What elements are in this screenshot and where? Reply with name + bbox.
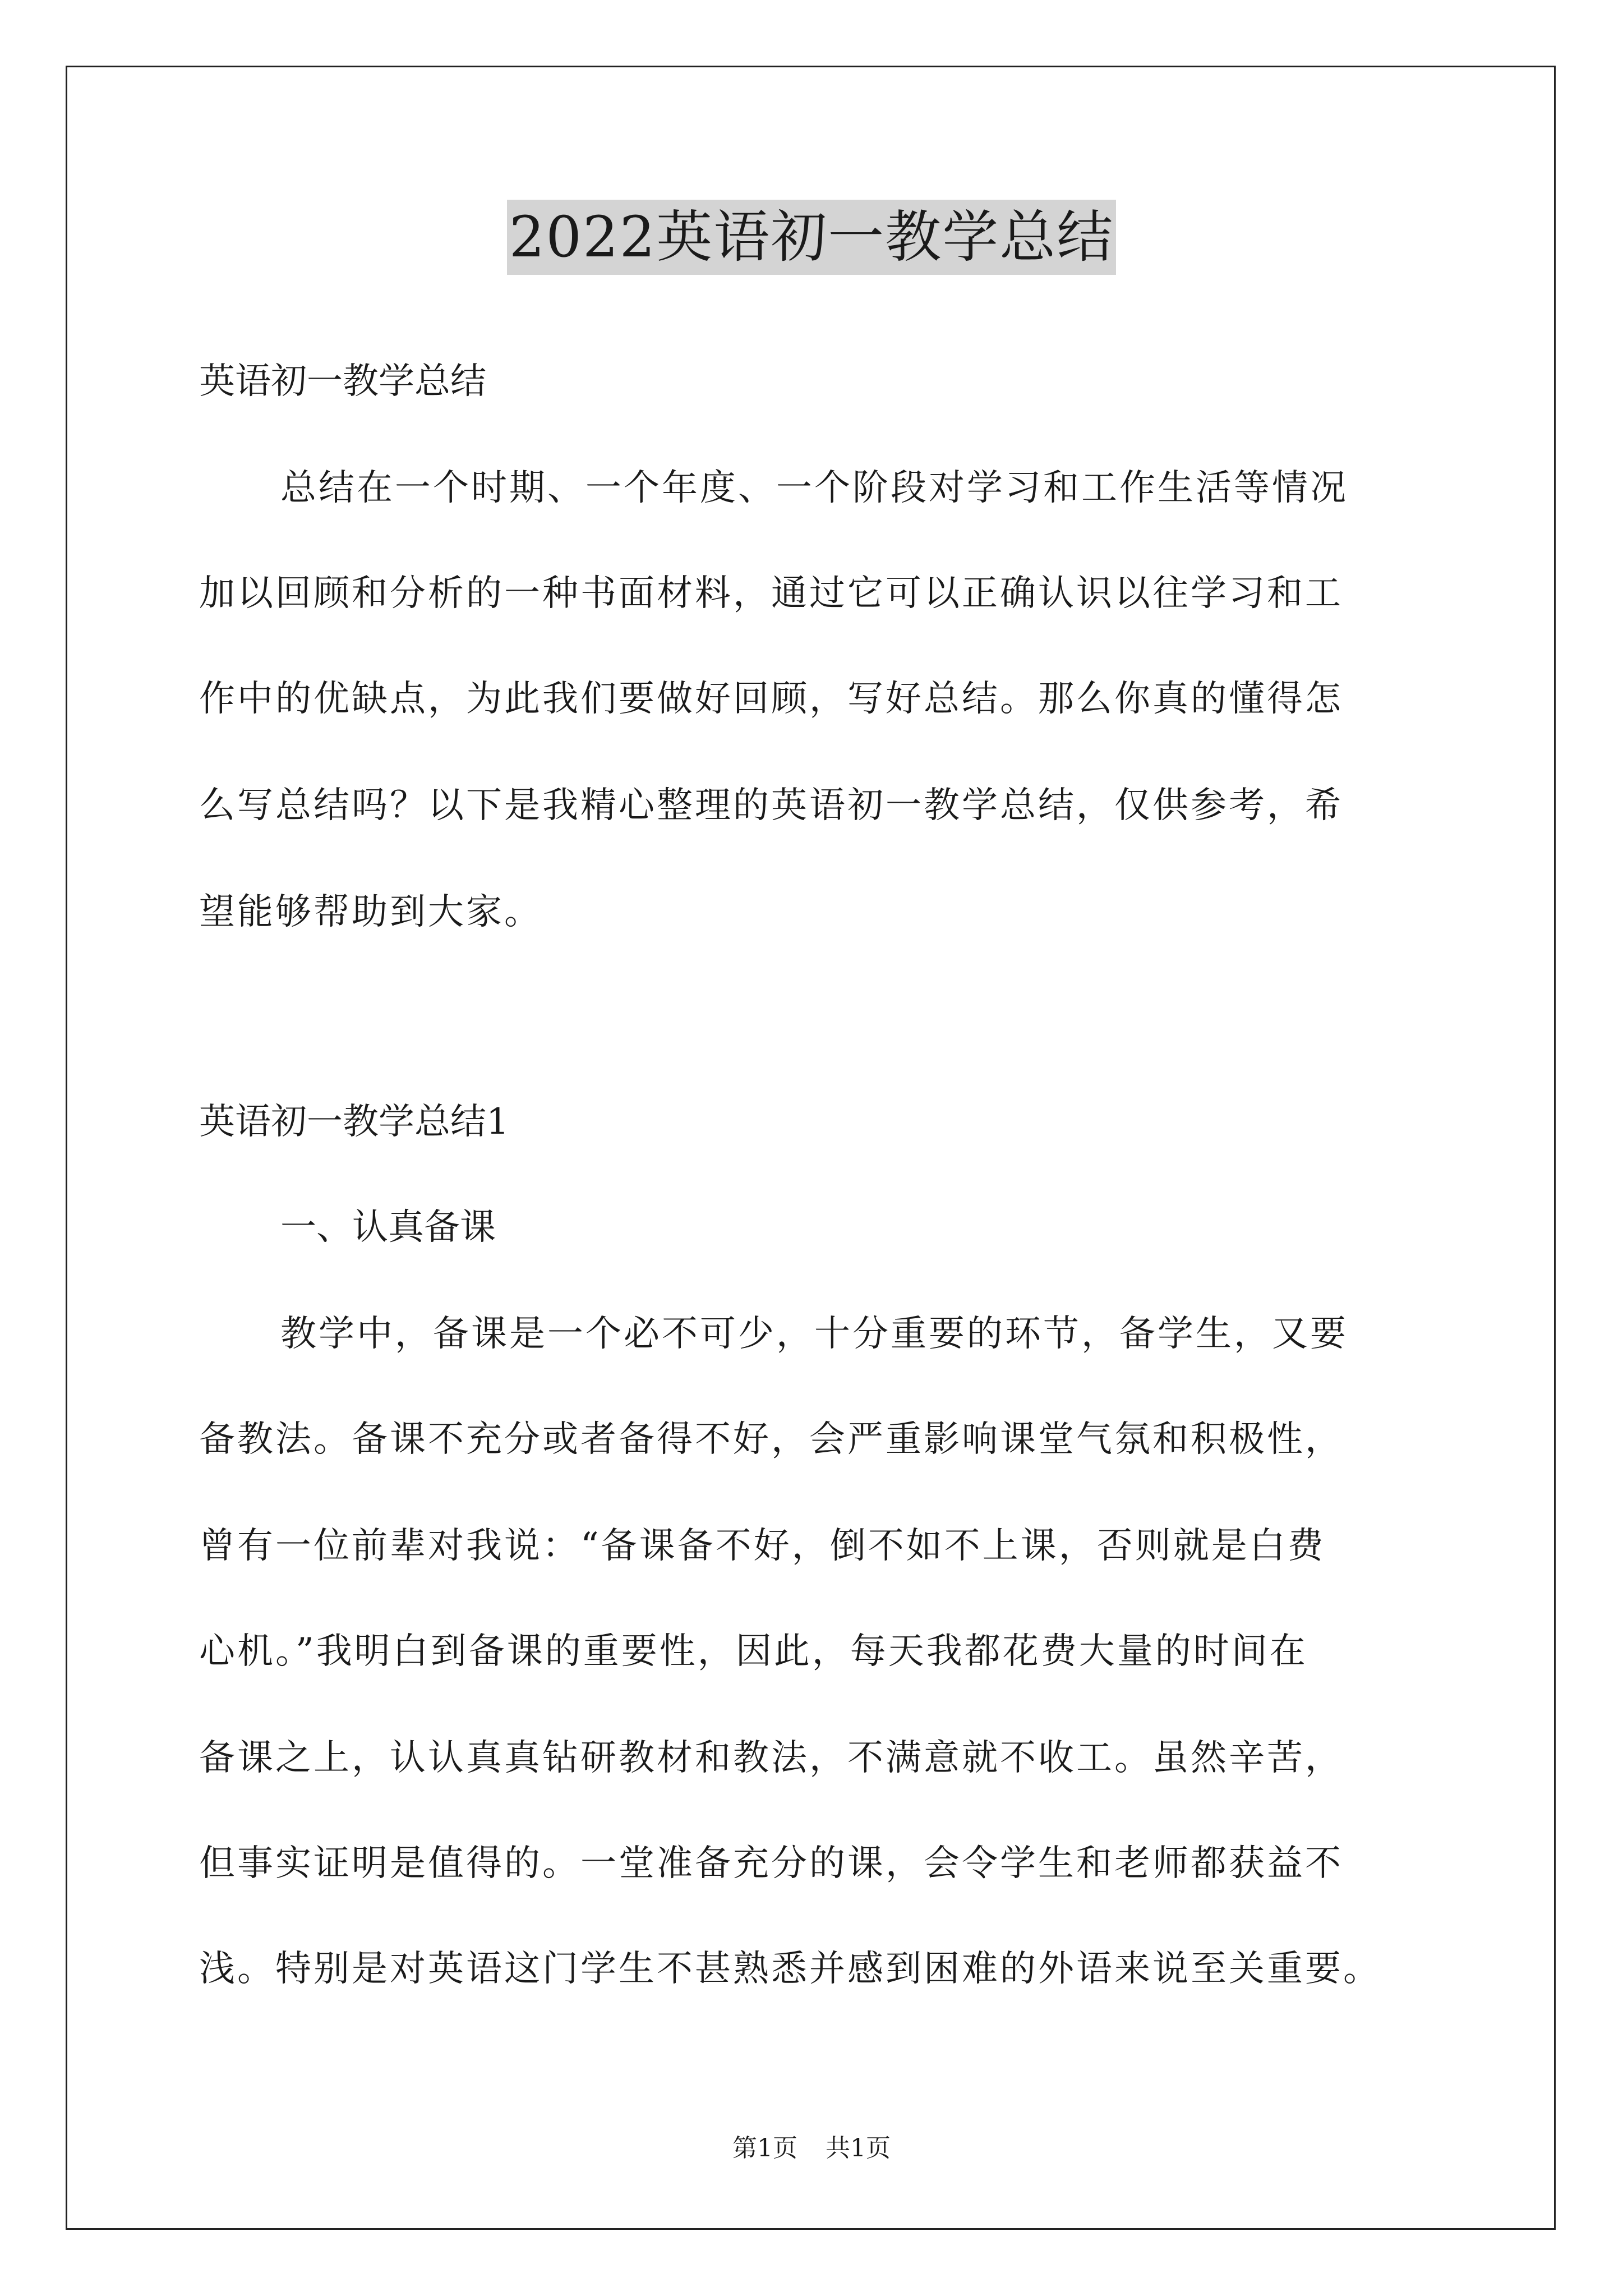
- body-line-2: 备教法。备课不充分或者备得不好，会严重影响课堂气氛和积极性，: [199, 1419, 1343, 1460]
- document-title: 2022英语初一教学总结: [507, 200, 1117, 275]
- body-line-7: 浅。特别是对英语这门学生不甚熟悉并感到困难的外语来说至关重要。: [199, 1948, 1381, 1990]
- document-subtitle: 英语初一教学总结: [199, 361, 486, 402]
- body-line-3: 曾有一位前辈对我说：“备课备不好，倒不如不上课，否则就是白费: [199, 1525, 1326, 1567]
- body-line-4: 心机。”我明白到备课的重要性，因此，每天我都花费大量的时间在: [199, 1631, 1308, 1672]
- page-total: 共1页: [826, 2134, 891, 2162]
- page-number: 第1页: [732, 2134, 797, 2162]
- intro-line-1: 总结在一个时期、一个年度、一个阶段对学习和工作生活等情况: [280, 467, 1348, 509]
- intro-line-5: 望能够帮助到大家。: [199, 891, 542, 933]
- intro-line-2: 加以回顾和分析的一种书面材料，通过它可以正确认识以往学习和工: [199, 573, 1343, 614]
- body-line-1: 教学中，备课是一个必不可少，十分重要的环节，备学生，又要: [280, 1313, 1348, 1355]
- title-container: [0, 200, 1623, 275]
- intro-line-3: 作中的优缺点，为此我们要做好回顾，写好总结。那么你真的懂得怎: [199, 678, 1343, 720]
- body-line-6: 但事实证明是值得的。一堂准备充分的课，会令学生和老师都获益不: [199, 1843, 1343, 1884]
- intro-line-4: 么写总结吗？以下是我精心整理的英语初一教学总结，仅供参考，希: [199, 785, 1343, 826]
- body-line-5: 备课之上，认认真真钻研教材和教法，不满意就不收工。虽然辛苦，: [199, 1737, 1343, 1779]
- section-heading: 英语初一教学总结1: [199, 1101, 509, 1143]
- point-heading: 一、认真备课: [280, 1207, 496, 1248]
- page-footer: [0, 2132, 1623, 2165]
